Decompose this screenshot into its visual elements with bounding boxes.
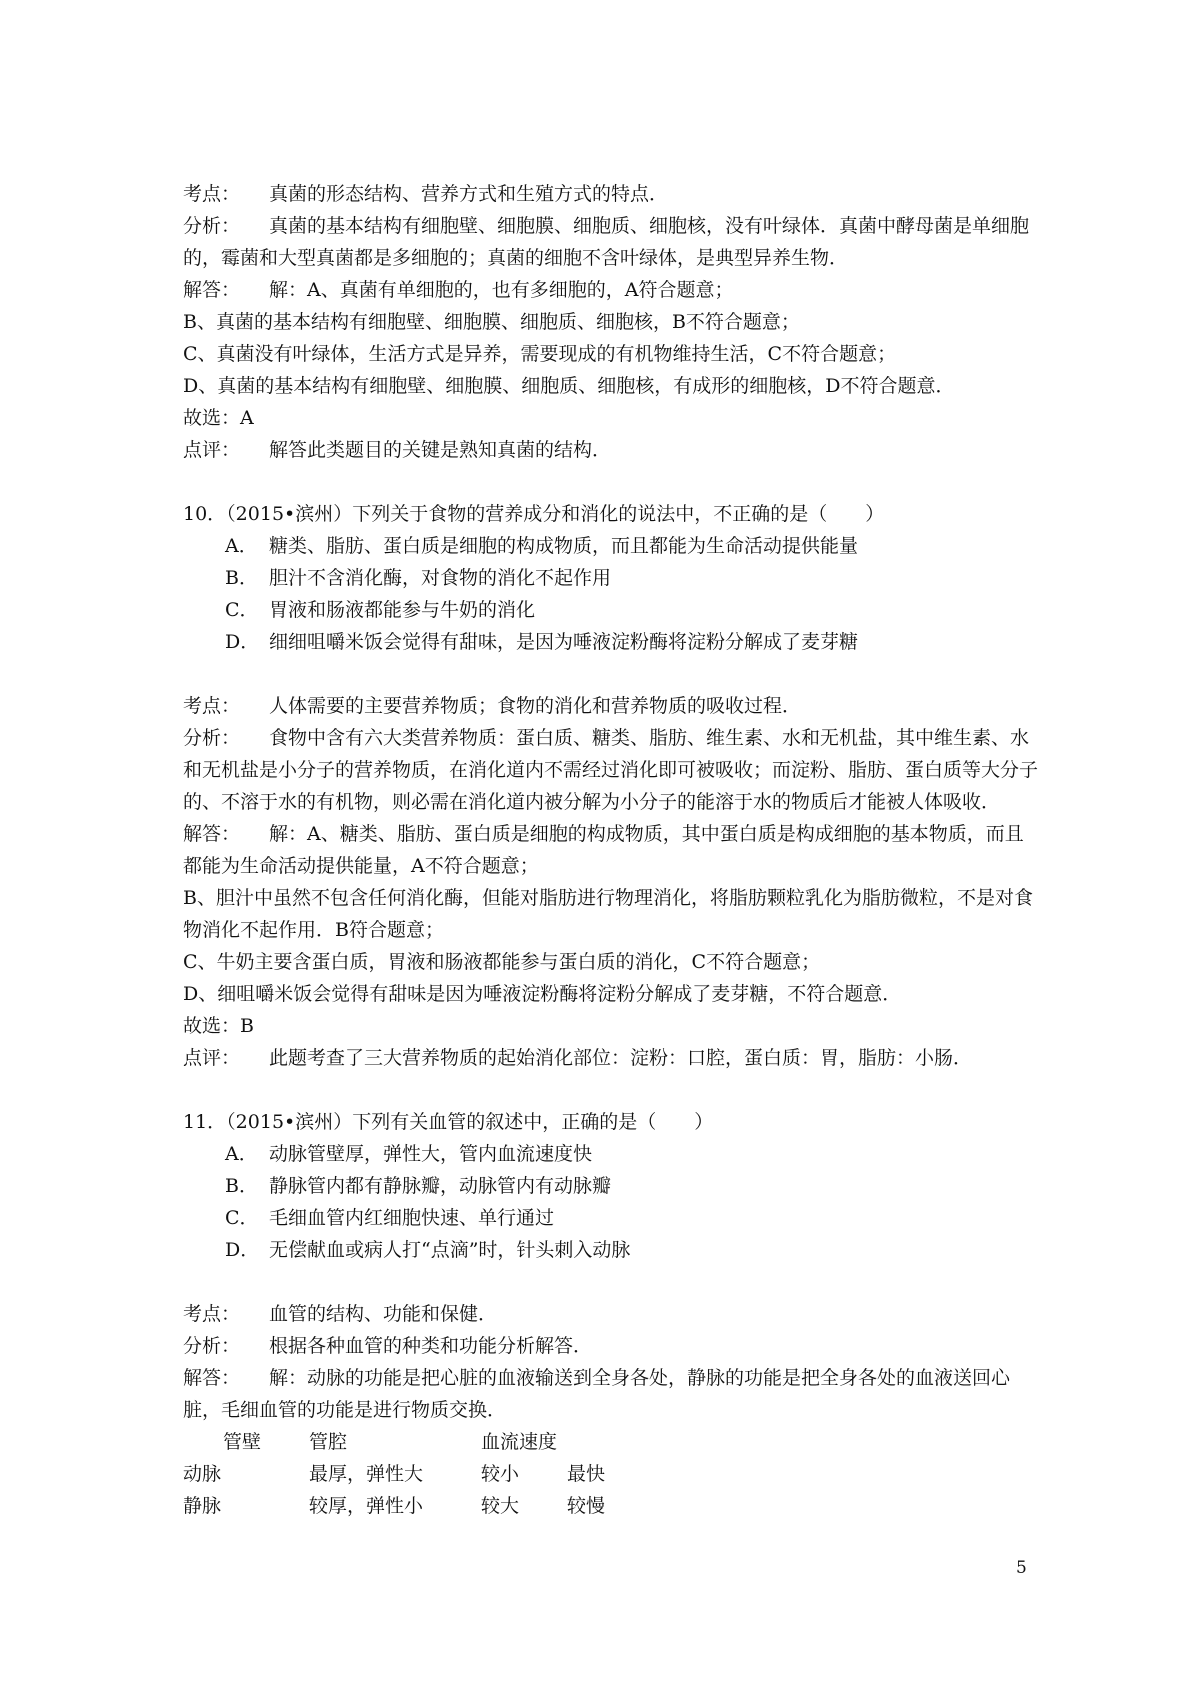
- q11-stem: 11．（2015•滨州）下列有关血管的叙述中，正确的是（ ）: [183, 1111, 714, 1133]
- table-cell: 最厚，弹性大: [309, 1463, 424, 1485]
- jieda-text: 解：A、真菌有单细胞的，也有多细胞的，A符合题意；: [269, 279, 734, 301]
- table-header: 血流速度: [481, 1431, 558, 1453]
- q10-option-a: [183, 530, 1038, 562]
- option-text: 细细咀嚼米饭会觉得有甜味，是因为唾液淀粉酶将淀粉分解成了麦芽糖: [269, 631, 859, 653]
- q10-option-b: [183, 562, 1038, 594]
- option-text: 胆汁不含消化酶，对食物的消化不起作用: [269, 567, 612, 589]
- table-cell: 较小: [481, 1463, 520, 1485]
- option-letter: D．: [225, 1239, 260, 1261]
- q11-fenxi: [183, 1330, 1038, 1362]
- option-letter: C．: [225, 1207, 259, 1229]
- kaodian-label: 考点：: [183, 1303, 241, 1325]
- jieda-label: 解答：: [183, 823, 241, 845]
- q10-fenxi: [183, 722, 1038, 818]
- fenxi-label: 分析：: [183, 1335, 241, 1357]
- fenxi-text: 食物中含有六大类营养物质：蛋白质、糖类、脂肪、维生素、水和无机盐，其中维生素、水和无机盐是小分子的营养物质，在消化道内不需经过消化即可被吸收；而淀粉、脂肪、蛋白质等大分子的、不溶于水的有机物，则必需在消化道内被分解为小分子的能溶于水的物质后才能被人体吸收．: [183, 727, 1039, 813]
- table-row: [183, 1490, 605, 1522]
- kaodian-label: 考点：: [183, 695, 241, 717]
- kaodian-text: 人体需要的主要营养物质；食物的消化和营养物质的吸收过程．: [269, 695, 802, 717]
- jieda-label: 解答：: [183, 279, 241, 301]
- q9-dianping: [183, 434, 1038, 466]
- fenxi-label: 分析：: [183, 215, 241, 237]
- option-text: 毛细血管内红细胞快速、单行通过: [269, 1207, 555, 1229]
- q9-kaodian: [183, 178, 1038, 210]
- q10-dianping: [183, 1042, 1038, 1074]
- option-letter: A．: [225, 1143, 258, 1165]
- option-letter: D．: [225, 631, 260, 653]
- page-number: 5: [1016, 1558, 1027, 1578]
- q10-stem: 10．（2015•滨州）下列关于食物的营养成分和消化的说法中，不正确的是（ ）: [183, 503, 885, 525]
- dianping-label: 点评：: [183, 439, 241, 461]
- jieda-label: 解答：: [183, 1367, 241, 1389]
- jieda-text: 解：动脉的功能是把心脏的血液输送到全身各处，静脉的功能是把全身各处的血液送回心脏，毛细血管的功能是进行物质交换．: [183, 1367, 1011, 1421]
- q11-option-a: [183, 1138, 1038, 1170]
- q10-jieda: [183, 818, 1038, 882]
- q10-jieda-line: D、细咀嚼米饭会觉得有甜味是因为唾液淀粉酶将淀粉分解成了麦芽糖，不符合题意．: [183, 983, 902, 1005]
- fenxi-text: 真菌的基本结构有细胞壁、细胞膜、细胞质、细胞核，没有叶绿体．真菌中酵母菌是单细胞的，霉菌和大型真菌都是多细胞的；真菌的细胞不含叶绿体，是典型异养生物．: [183, 215, 1030, 269]
- q11-option-c: [183, 1202, 1038, 1234]
- spacer: [183, 466, 1038, 498]
- jieda-text: 解：A、糖类、脂肪、蛋白质是细胞的构成物质，其中蛋白质是构成细胞的基本物质，而且都能为生命活动提供能量，A不符合题意；: [183, 823, 1024, 877]
- table-header: 管腔: [309, 1431, 348, 1453]
- option-letter: C．: [225, 599, 259, 621]
- q11-kaodian: [183, 1298, 1038, 1330]
- q9-answer: 故选：A: [183, 407, 254, 429]
- table-header: 管壁: [223, 1431, 262, 1453]
- q9-jieda-line: D、真菌的基本结构有细胞壁、细胞膜、细胞质、细胞核，有成形的细胞核，D不符合题意．: [183, 375, 955, 397]
- q10-kaodian: [183, 690, 1038, 722]
- q11-option-b: [183, 1170, 1038, 1202]
- vessel-comparison-table: [183, 1426, 605, 1522]
- dianping-text: 此题考查了三大营养物质的起始消化部位：淀粉：口腔，蛋白质：胃，脂肪：小肠．: [269, 1047, 973, 1069]
- q11-option-d: [183, 1234, 1038, 1266]
- kaodian-text: 真菌的形态结构、营养方式和生殖方式的特点．: [269, 183, 669, 205]
- q10-option-c: [183, 594, 1038, 626]
- kaodian-label: 考点：: [183, 183, 241, 205]
- fenxi-text: 根据各种血管的种类和功能分析解答．: [269, 1335, 593, 1357]
- q9-fenxi: [183, 210, 1038, 274]
- option-letter: A．: [225, 535, 258, 557]
- option-text: 胃液和肠液都能参与牛奶的消化: [269, 599, 536, 621]
- table-header-row: [183, 1426, 605, 1458]
- option-letter: B．: [225, 567, 258, 589]
- table-cell: 动脉: [183, 1463, 222, 1485]
- table-row: [183, 1458, 605, 1490]
- q10-jieda-line: B、胆汁中虽然不包含任何消化酶，但能对脂肪进行物理消化，将脂肪颗粒乳化为脂肪微粒，不是对食物消化不起作用．B符合题意；: [183, 887, 1033, 941]
- option-text: 糖类、脂肪、蛋白质是细胞的构成物质，而且都能为生命活动提供能量: [269, 535, 859, 557]
- page-content: [183, 178, 1038, 1522]
- table-cell: 较大: [481, 1495, 520, 1517]
- kaodian-text: 血管的结构、功能和保健．: [269, 1303, 498, 1325]
- spacer: [183, 1266, 1038, 1298]
- spacer: [183, 1074, 1038, 1106]
- q9-jieda-line: B、真菌的基本结构有细胞壁、细胞膜、细胞质、细胞核，B不符合题意；: [183, 311, 800, 333]
- fenxi-label: 分析：: [183, 727, 241, 749]
- option-text: 静脉管内都有静脉瓣，动脉管内有动脉瓣: [269, 1175, 612, 1197]
- spacer: [183, 658, 1038, 690]
- q9-jieda: [183, 274, 1038, 306]
- table-header-empty: [567, 1426, 605, 1458]
- q10-jieda-line: C、牛奶主要含蛋白质，胃液和肠液都能参与蛋白质的消化，C不符合题意；: [183, 951, 821, 973]
- dianping-text: 解答此类题目的关键是熟知真菌的结构．: [269, 439, 612, 461]
- q11-jieda: [183, 1362, 1038, 1426]
- option-text: 动脉管壁厚，弹性大，管内血流速度快: [269, 1143, 593, 1165]
- q9-jieda-line: C、真菌没有叶绿体，生活方式是异养，需要现成的有机物维持生活，C不符合题意；: [183, 343, 897, 365]
- dianping-label: 点评：: [183, 1047, 241, 1069]
- q10-option-d: [183, 626, 1038, 658]
- table-cell: 最快: [567, 1463, 606, 1485]
- table-cell: 静脉: [183, 1495, 222, 1517]
- table-cell: 较慢: [567, 1495, 606, 1517]
- option-text: 无偿献血或病人打“点滴”时，针头刺入动脉: [269, 1239, 631, 1261]
- table-cell: 较厚，弹性小: [309, 1495, 424, 1517]
- option-letter: B．: [225, 1175, 258, 1197]
- q10-answer: 故选：B: [183, 1015, 254, 1037]
